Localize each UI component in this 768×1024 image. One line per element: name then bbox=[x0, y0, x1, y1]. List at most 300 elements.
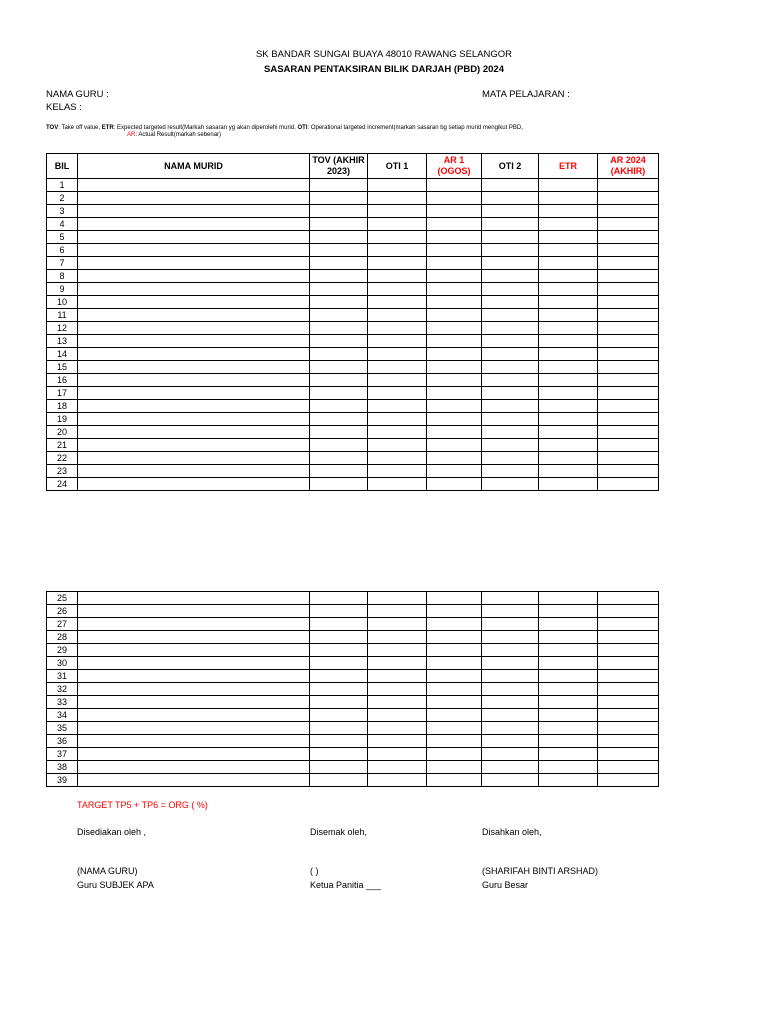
cell-ar-1[interactable] bbox=[427, 192, 482, 205]
cell-nama-murid[interactable] bbox=[78, 465, 310, 478]
cell-etr[interactable] bbox=[539, 218, 598, 231]
cell-oti-2[interactable] bbox=[482, 270, 539, 283]
cell-etr[interactable] bbox=[539, 348, 598, 361]
cell-nama-murid[interactable] bbox=[78, 283, 310, 296]
cell-ar-2024[interactable] bbox=[598, 657, 659, 670]
cell-tov[interactable] bbox=[310, 270, 368, 283]
signatory-guru-besar-role: Guru Besar bbox=[482, 880, 529, 890]
cell-ar-1[interactable] bbox=[427, 478, 482, 491]
cell-tov[interactable] bbox=[310, 761, 368, 774]
cell-ar-2024[interactable] bbox=[598, 592, 659, 605]
table-row bbox=[47, 478, 659, 491]
cell-oti-2[interactable] bbox=[482, 644, 539, 657]
cell-oti-2[interactable] bbox=[482, 322, 539, 335]
row-number: 32 bbox=[47, 683, 78, 696]
cell-etr[interactable] bbox=[539, 696, 598, 709]
cell-ar-2024[interactable] bbox=[598, 322, 659, 335]
cell-ar-1[interactable] bbox=[427, 231, 482, 244]
cell-oti-1[interactable] bbox=[368, 179, 427, 192]
cell-oti-2[interactable] bbox=[482, 309, 539, 322]
cell-oti-1[interactable] bbox=[368, 761, 427, 774]
cell-ar-2024[interactable] bbox=[598, 400, 659, 413]
cell-nama-murid[interactable] bbox=[78, 309, 310, 322]
cell-nama-murid[interactable] bbox=[78, 387, 310, 400]
cell-ar-1[interactable] bbox=[427, 748, 482, 761]
row-number: 35 bbox=[47, 722, 78, 735]
cell-oti-1[interactable] bbox=[368, 231, 427, 244]
cell-ar-1[interactable] bbox=[427, 387, 482, 400]
cell-etr[interactable] bbox=[539, 192, 598, 205]
cell-oti-2[interactable] bbox=[482, 192, 539, 205]
cell-etr[interactable] bbox=[539, 270, 598, 283]
cell-oti-1[interactable] bbox=[368, 335, 427, 348]
cell-ar-2024[interactable] bbox=[598, 244, 659, 257]
cell-ar-1[interactable] bbox=[427, 296, 482, 309]
cell-etr[interactable] bbox=[539, 748, 598, 761]
cell-oti-2[interactable] bbox=[482, 657, 539, 670]
cell-tov[interactable] bbox=[310, 439, 368, 452]
cell-etr[interactable] bbox=[539, 205, 598, 218]
cell-ar-2024[interactable] bbox=[598, 309, 659, 322]
cell-nama-murid[interactable] bbox=[78, 696, 310, 709]
cell-ar-2024[interactable] bbox=[598, 218, 659, 231]
table-row bbox=[47, 618, 659, 631]
table-row bbox=[47, 348, 659, 361]
cell-oti-2[interactable] bbox=[482, 244, 539, 257]
cell-etr[interactable] bbox=[539, 631, 598, 644]
cell-tov[interactable] bbox=[310, 670, 368, 683]
header-nama-murid: NAMA MURID bbox=[78, 154, 310, 179]
cell-ar-2024[interactable] bbox=[598, 670, 659, 683]
cell-nama-murid[interactable] bbox=[78, 709, 310, 722]
cell-nama-murid[interactable] bbox=[78, 657, 310, 670]
cell-tov[interactable] bbox=[310, 179, 368, 192]
cell-nama-murid[interactable] bbox=[78, 413, 310, 426]
cell-tov[interactable] bbox=[310, 631, 368, 644]
cell-ar-1[interactable] bbox=[427, 657, 482, 670]
cell-oti-1[interactable] bbox=[368, 670, 427, 683]
cell-nama-murid[interactable] bbox=[78, 244, 310, 257]
cell-tov[interactable] bbox=[310, 283, 368, 296]
legend-line-2 bbox=[127, 132, 221, 138]
cell-ar-1[interactable] bbox=[427, 709, 482, 722]
cell-etr[interactable] bbox=[539, 761, 598, 774]
cell-ar-2024[interactable] bbox=[598, 179, 659, 192]
cell-ar-2024[interactable] bbox=[598, 605, 659, 618]
cell-tov[interactable] bbox=[310, 605, 368, 618]
cell-etr[interactable] bbox=[539, 683, 598, 696]
cell-tov[interactable] bbox=[310, 748, 368, 761]
cell-etr[interactable] bbox=[539, 361, 598, 374]
cell-etr[interactable] bbox=[539, 774, 598, 787]
cell-nama-murid[interactable] bbox=[78, 348, 310, 361]
cell-ar-1[interactable] bbox=[427, 413, 482, 426]
cell-tov[interactable] bbox=[310, 374, 368, 387]
cell-nama-murid[interactable] bbox=[78, 735, 310, 748]
cell-oti-1[interactable] bbox=[368, 270, 427, 283]
cell-oti-2[interactable] bbox=[482, 179, 539, 192]
cell-oti-1[interactable] bbox=[368, 439, 427, 452]
cell-nama-murid[interactable] bbox=[78, 592, 310, 605]
cell-ar-2024[interactable] bbox=[598, 618, 659, 631]
cell-nama-murid[interactable] bbox=[78, 270, 310, 283]
cell-etr[interactable] bbox=[539, 374, 598, 387]
cell-tov[interactable] bbox=[310, 774, 368, 787]
cell-ar-2024[interactable] bbox=[598, 452, 659, 465]
cell-etr[interactable] bbox=[539, 722, 598, 735]
cell-oti-2[interactable] bbox=[482, 670, 539, 683]
table-row bbox=[47, 270, 659, 283]
cell-oti-1[interactable] bbox=[368, 283, 427, 296]
cell-oti-2[interactable] bbox=[482, 452, 539, 465]
cell-tov[interactable] bbox=[310, 192, 368, 205]
signatory-guru-name: (NAMA GURU) bbox=[77, 866, 138, 876]
cell-oti-2[interactable] bbox=[482, 439, 539, 452]
cell-oti-2[interactable] bbox=[482, 761, 539, 774]
cell-ar-2024[interactable] bbox=[598, 722, 659, 735]
cell-tov[interactable] bbox=[310, 296, 368, 309]
cell-tov[interactable] bbox=[310, 657, 368, 670]
cell-oti-1[interactable] bbox=[368, 592, 427, 605]
cell-nama-murid[interactable] bbox=[78, 179, 310, 192]
cell-ar-2024[interactable] bbox=[598, 374, 659, 387]
cell-tov[interactable] bbox=[310, 244, 368, 257]
cell-oti-1[interactable] bbox=[368, 296, 427, 309]
cell-ar-1[interactable] bbox=[427, 683, 482, 696]
table-row bbox=[47, 244, 659, 257]
cell-nama-murid[interactable] bbox=[78, 618, 310, 631]
cell-ar-1[interactable] bbox=[427, 452, 482, 465]
cell-etr[interactable] bbox=[539, 452, 598, 465]
cell-oti-2[interactable] bbox=[482, 296, 539, 309]
cell-ar-1[interactable] bbox=[427, 631, 482, 644]
cell-ar-2024[interactable] bbox=[598, 283, 659, 296]
cell-ar-2024[interactable] bbox=[598, 644, 659, 657]
cell-tov[interactable] bbox=[310, 309, 368, 322]
cell-ar-1[interactable] bbox=[427, 722, 482, 735]
cell-tov[interactable] bbox=[310, 361, 368, 374]
cell-etr[interactable] bbox=[539, 618, 598, 631]
legend-etr-key: ETR bbox=[101, 125, 114, 131]
cell-tov[interactable] bbox=[310, 231, 368, 244]
cell-tov[interactable] bbox=[310, 644, 368, 657]
cell-oti-2[interactable] bbox=[482, 374, 539, 387]
cell-oti-1[interactable] bbox=[368, 644, 427, 657]
cell-ar-2024[interactable] bbox=[598, 361, 659, 374]
cell-nama-murid[interactable] bbox=[78, 644, 310, 657]
cell-etr[interactable] bbox=[539, 735, 598, 748]
table-row bbox=[47, 296, 659, 309]
cell-ar-1[interactable] bbox=[427, 426, 482, 439]
cell-etr[interactable] bbox=[539, 426, 598, 439]
cell-ar-2024[interactable] bbox=[598, 748, 659, 761]
row-number: 31 bbox=[47, 670, 78, 683]
cell-oti-2[interactable] bbox=[482, 335, 539, 348]
cell-oti-1[interactable] bbox=[368, 709, 427, 722]
cell-etr[interactable] bbox=[539, 709, 598, 722]
row-number: 20 bbox=[47, 426, 78, 439]
cell-oti-2[interactable] bbox=[482, 735, 539, 748]
cell-ar-2024[interactable] bbox=[598, 413, 659, 426]
cell-oti-1[interactable] bbox=[368, 478, 427, 491]
cell-oti-1[interactable] bbox=[368, 309, 427, 322]
signatory-guru-role: Guru SUBJEK APA bbox=[77, 880, 154, 890]
cell-tov[interactable] bbox=[310, 426, 368, 439]
cell-etr[interactable] bbox=[539, 439, 598, 452]
cell-ar-1[interactable] bbox=[427, 179, 482, 192]
cell-ar-1[interactable] bbox=[427, 644, 482, 657]
cell-ar-2024[interactable] bbox=[598, 631, 659, 644]
cell-oti-1[interactable] bbox=[368, 192, 427, 205]
cell-etr[interactable] bbox=[539, 179, 598, 192]
cell-ar-2024[interactable] bbox=[598, 761, 659, 774]
cell-oti-2[interactable] bbox=[482, 231, 539, 244]
cell-oti-2[interactable] bbox=[482, 722, 539, 735]
cell-oti-2[interactable] bbox=[482, 618, 539, 631]
cell-tov[interactable] bbox=[310, 722, 368, 735]
cell-etr[interactable] bbox=[539, 335, 598, 348]
cell-oti-2[interactable] bbox=[482, 748, 539, 761]
table-row bbox=[47, 400, 659, 413]
cell-tov[interactable] bbox=[310, 387, 368, 400]
cell-nama-murid[interactable] bbox=[78, 722, 310, 735]
cell-tov[interactable] bbox=[310, 592, 368, 605]
cell-nama-murid[interactable] bbox=[78, 426, 310, 439]
row-number: 21 bbox=[47, 439, 78, 452]
cell-tov[interactable] bbox=[310, 683, 368, 696]
cell-oti-1[interactable] bbox=[368, 618, 427, 631]
row-number: 15 bbox=[47, 361, 78, 374]
cell-oti-2[interactable] bbox=[482, 478, 539, 491]
cell-ar-1[interactable] bbox=[427, 618, 482, 631]
cell-ar-1[interactable] bbox=[427, 205, 482, 218]
cell-oti-2[interactable] bbox=[482, 218, 539, 231]
cell-oti-1[interactable] bbox=[368, 657, 427, 670]
cell-oti-2[interactable] bbox=[482, 413, 539, 426]
cell-oti-2[interactable] bbox=[482, 605, 539, 618]
cell-oti-1[interactable] bbox=[368, 748, 427, 761]
cell-nama-murid[interactable] bbox=[78, 761, 310, 774]
cell-oti-2[interactable] bbox=[482, 592, 539, 605]
cell-ar-2024[interactable] bbox=[598, 387, 659, 400]
cell-oti-2[interactable] bbox=[482, 631, 539, 644]
row-number: 38 bbox=[47, 761, 78, 774]
legend-ar-key: AR bbox=[127, 132, 136, 138]
cell-oti-1[interactable] bbox=[368, 631, 427, 644]
cell-ar-1[interactable] bbox=[427, 400, 482, 413]
cell-ar-1[interactable] bbox=[427, 465, 482, 478]
legend-ar-text: : Actual Result(markah sebenar) bbox=[135, 132, 222, 138]
cell-oti-1[interactable] bbox=[368, 218, 427, 231]
cell-nama-murid[interactable] bbox=[78, 296, 310, 309]
cell-ar-1[interactable] bbox=[427, 335, 482, 348]
cell-ar-2024[interactable] bbox=[598, 335, 659, 348]
cell-tov[interactable] bbox=[310, 618, 368, 631]
cell-tov[interactable] bbox=[310, 348, 368, 361]
cell-oti-1[interactable] bbox=[368, 722, 427, 735]
cell-ar-1[interactable] bbox=[427, 605, 482, 618]
cell-nama-murid[interactable] bbox=[78, 439, 310, 452]
cell-ar-1[interactable] bbox=[427, 774, 482, 787]
cell-nama-murid[interactable] bbox=[78, 231, 310, 244]
cell-tov[interactable] bbox=[310, 335, 368, 348]
cell-oti-1[interactable] bbox=[368, 452, 427, 465]
cell-nama-murid[interactable] bbox=[78, 670, 310, 683]
cell-ar-1[interactable] bbox=[427, 270, 482, 283]
cell-ar-1[interactable] bbox=[427, 361, 482, 374]
cell-nama-murid[interactable] bbox=[78, 335, 310, 348]
cell-ar-1[interactable] bbox=[427, 322, 482, 335]
cell-nama-murid[interactable] bbox=[78, 452, 310, 465]
cell-ar-1[interactable] bbox=[427, 309, 482, 322]
cell-etr[interactable] bbox=[539, 400, 598, 413]
cell-oti-1[interactable] bbox=[368, 696, 427, 709]
cell-oti-1[interactable] bbox=[368, 465, 427, 478]
cell-etr[interactable] bbox=[539, 296, 598, 309]
cell-etr[interactable] bbox=[539, 465, 598, 478]
cell-ar-2024[interactable] bbox=[598, 439, 659, 452]
cell-ar-1[interactable] bbox=[427, 439, 482, 452]
cell-ar-2024[interactable] bbox=[598, 296, 659, 309]
cell-nama-murid[interactable] bbox=[78, 774, 310, 787]
cell-oti-1[interactable] bbox=[368, 605, 427, 618]
cell-etr[interactable] bbox=[539, 605, 598, 618]
cell-oti-2[interactable] bbox=[482, 774, 539, 787]
cell-nama-murid[interactable] bbox=[78, 361, 310, 374]
cell-tov[interactable] bbox=[310, 257, 368, 270]
cell-ar-1[interactable] bbox=[427, 670, 482, 683]
cell-tov[interactable] bbox=[310, 735, 368, 748]
cell-nama-murid[interactable] bbox=[78, 218, 310, 231]
cell-nama-murid[interactable] bbox=[78, 478, 310, 491]
cell-oti-2[interactable] bbox=[482, 683, 539, 696]
cell-tov[interactable] bbox=[310, 218, 368, 231]
cell-ar-2024[interactable] bbox=[598, 348, 659, 361]
cell-tov[interactable] bbox=[310, 478, 368, 491]
cell-etr[interactable] bbox=[539, 670, 598, 683]
cell-ar-1[interactable] bbox=[427, 761, 482, 774]
cell-ar-2024[interactable] bbox=[598, 205, 659, 218]
cell-ar-1[interactable] bbox=[427, 696, 482, 709]
cell-etr[interactable] bbox=[539, 322, 598, 335]
cell-etr[interactable] bbox=[539, 644, 598, 657]
cell-oti-1[interactable] bbox=[368, 426, 427, 439]
cell-nama-murid[interactable] bbox=[78, 374, 310, 387]
cell-ar-2024[interactable] bbox=[598, 257, 659, 270]
cell-ar-2024[interactable] bbox=[598, 774, 659, 787]
cell-ar-2024[interactable] bbox=[598, 735, 659, 748]
row-number: 9 bbox=[47, 283, 78, 296]
cell-tov[interactable] bbox=[310, 413, 368, 426]
cell-oti-2[interactable] bbox=[482, 465, 539, 478]
cell-etr[interactable] bbox=[539, 231, 598, 244]
cell-etr[interactable] bbox=[539, 283, 598, 296]
cell-oti-1[interactable] bbox=[368, 322, 427, 335]
cell-etr[interactable] bbox=[539, 309, 598, 322]
cell-ar-1[interactable] bbox=[427, 257, 482, 270]
cell-ar-1[interactable] bbox=[427, 283, 482, 296]
table-row bbox=[47, 192, 659, 205]
cell-oti-1[interactable] bbox=[368, 374, 427, 387]
cell-tov[interactable] bbox=[310, 465, 368, 478]
cell-ar-2024[interactable] bbox=[598, 709, 659, 722]
cell-oti-1[interactable] bbox=[368, 400, 427, 413]
cell-etr[interactable] bbox=[539, 413, 598, 426]
cell-oti-1[interactable] bbox=[368, 348, 427, 361]
cell-etr[interactable] bbox=[539, 478, 598, 491]
cell-ar-2024[interactable] bbox=[598, 696, 659, 709]
cell-nama-murid[interactable] bbox=[78, 748, 310, 761]
cell-nama-murid[interactable] bbox=[78, 192, 310, 205]
cell-oti-1[interactable] bbox=[368, 774, 427, 787]
cell-oti-2[interactable] bbox=[482, 348, 539, 361]
cell-oti-1[interactable] bbox=[368, 683, 427, 696]
cell-ar-1[interactable] bbox=[427, 374, 482, 387]
cell-nama-murid[interactable] bbox=[78, 605, 310, 618]
cell-nama-murid[interactable] bbox=[78, 257, 310, 270]
cell-nama-murid[interactable] bbox=[78, 322, 310, 335]
cell-tov[interactable] bbox=[310, 322, 368, 335]
row-number: 27 bbox=[47, 618, 78, 631]
cell-tov[interactable] bbox=[310, 709, 368, 722]
cell-etr[interactable] bbox=[539, 257, 598, 270]
cell-etr[interactable] bbox=[539, 387, 598, 400]
cell-ar-1[interactable] bbox=[427, 244, 482, 257]
cell-oti-2[interactable] bbox=[482, 257, 539, 270]
cell-oti-1[interactable] bbox=[368, 205, 427, 218]
cell-oti-1[interactable] bbox=[368, 735, 427, 748]
cell-ar-1[interactable] bbox=[427, 592, 482, 605]
cell-oti-1[interactable] bbox=[368, 244, 427, 257]
cell-tov[interactable] bbox=[310, 400, 368, 413]
cell-nama-murid[interactable] bbox=[78, 683, 310, 696]
cell-oti-2[interactable] bbox=[482, 696, 539, 709]
cell-etr[interactable] bbox=[539, 657, 598, 670]
cell-ar-2024[interactable] bbox=[598, 426, 659, 439]
cell-oti-1[interactable] bbox=[368, 257, 427, 270]
cell-oti-2[interactable] bbox=[482, 426, 539, 439]
cell-tov[interactable] bbox=[310, 696, 368, 709]
cell-etr[interactable] bbox=[539, 244, 598, 257]
cell-ar-2024[interactable] bbox=[598, 270, 659, 283]
cell-ar-1[interactable] bbox=[427, 348, 482, 361]
cell-ar-2024[interactable] bbox=[598, 465, 659, 478]
cell-oti-1[interactable] bbox=[368, 413, 427, 426]
cell-ar-2024[interactable] bbox=[598, 478, 659, 491]
cell-tov[interactable] bbox=[310, 205, 368, 218]
cell-oti-1[interactable] bbox=[368, 387, 427, 400]
table-row bbox=[47, 592, 659, 605]
cell-ar-2024[interactable] bbox=[598, 683, 659, 696]
cell-oti-2[interactable] bbox=[482, 283, 539, 296]
cell-oti-1[interactable] bbox=[368, 361, 427, 374]
cell-ar-1[interactable] bbox=[427, 218, 482, 231]
cell-oti-2[interactable] bbox=[482, 361, 539, 374]
cell-oti-2[interactable] bbox=[482, 205, 539, 218]
cell-tov[interactable] bbox=[310, 452, 368, 465]
cell-etr[interactable] bbox=[539, 592, 598, 605]
cell-ar-2024[interactable] bbox=[598, 192, 659, 205]
cell-oti-2[interactable] bbox=[482, 400, 539, 413]
table-row bbox=[47, 322, 659, 335]
cell-nama-murid[interactable] bbox=[78, 400, 310, 413]
cell-oti-2[interactable] bbox=[482, 387, 539, 400]
cell-oti-2[interactable] bbox=[482, 709, 539, 722]
cell-nama-murid[interactable] bbox=[78, 205, 310, 218]
cell-ar-1[interactable] bbox=[427, 735, 482, 748]
cell-nama-murid[interactable] bbox=[78, 631, 310, 644]
cell-ar-2024[interactable] bbox=[598, 231, 659, 244]
